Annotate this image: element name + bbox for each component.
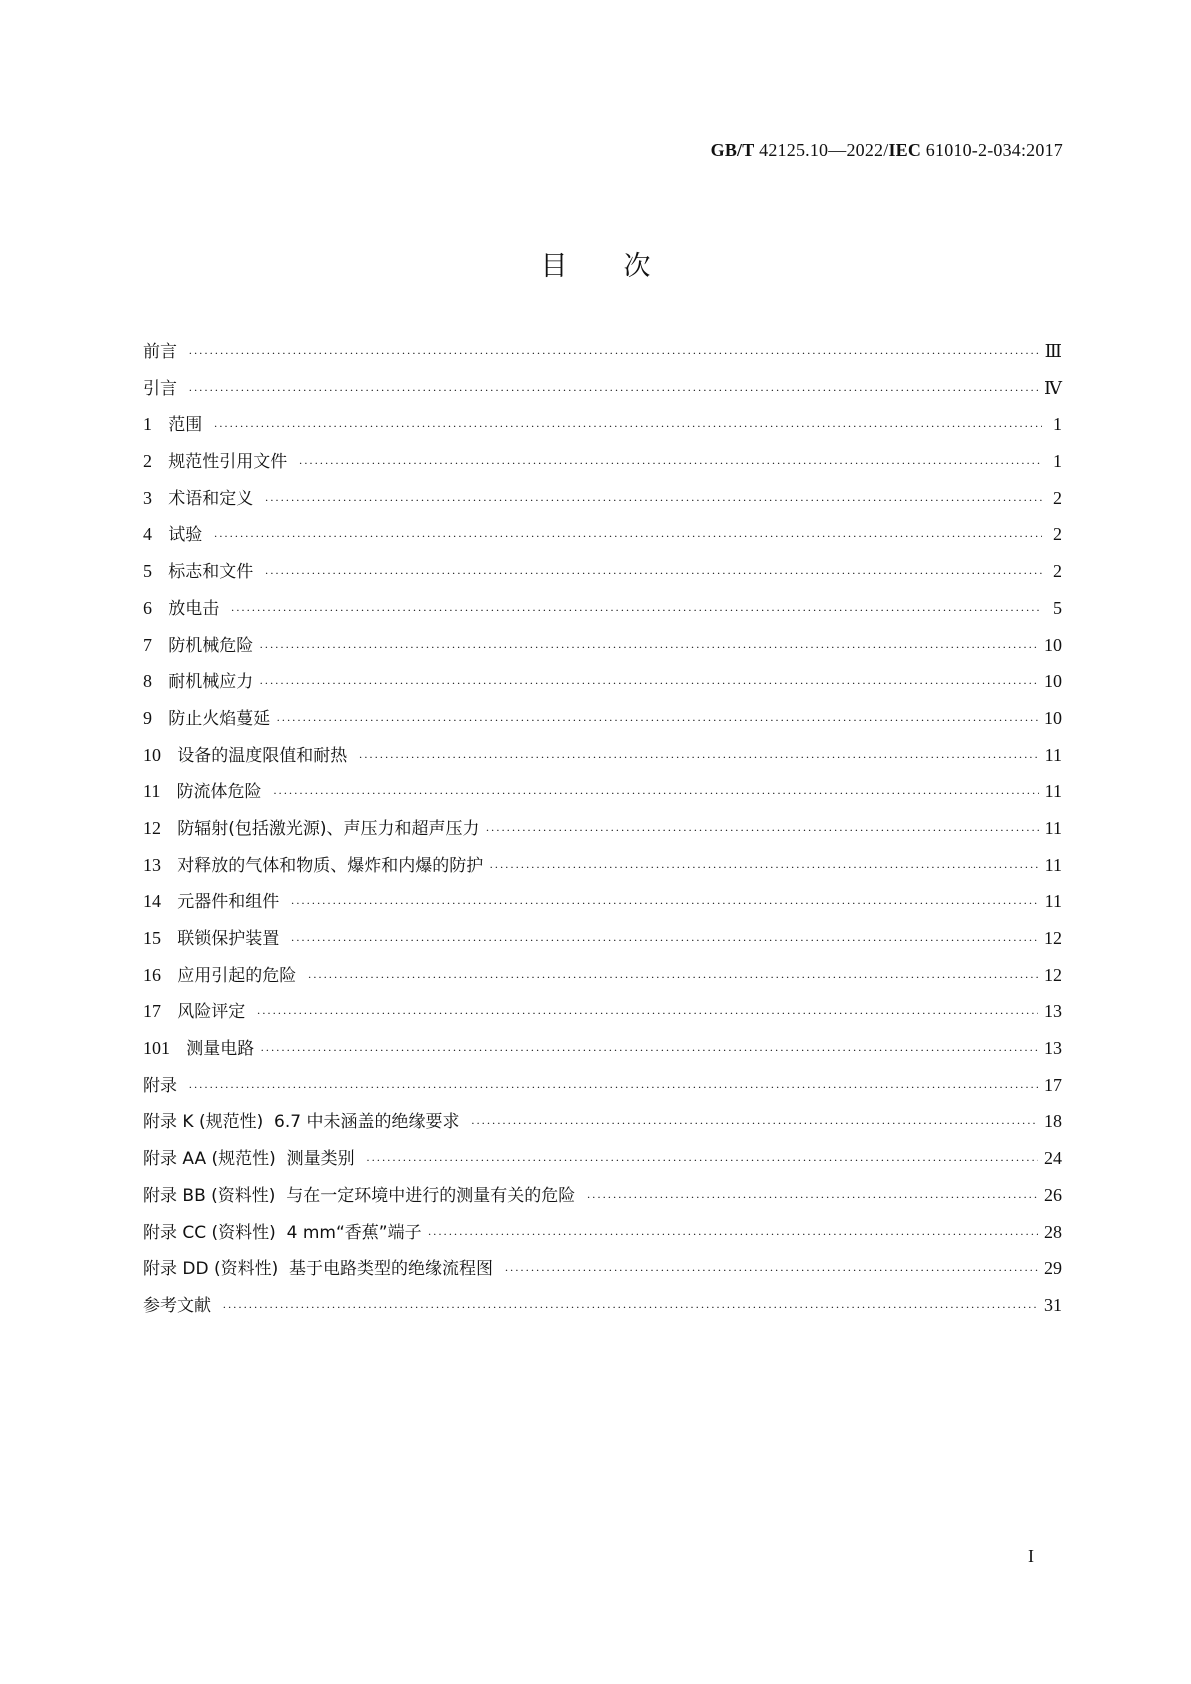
toc-entry[interactable] [143,557,1062,594]
toc-entry[interactable] [143,777,1062,814]
toc-entry-text: 测量电路 [186,1039,255,1060]
toc-entry-number: 11 [143,781,161,802]
dot-leader [587,1190,1038,1205]
toc-entry-number: 1 [143,414,152,435]
dot-leader [214,529,1042,544]
toc-entry-text: 参考文献 [143,1295,217,1316]
toc-entry-number: 101 [143,1038,170,1059]
toc-entry-label [143,1144,360,1169]
toc-entry-text: 联锁保护装置 [177,929,285,949]
dot-leader [359,750,1039,765]
toc-entry-text: 设备的温度限值和耐热 [177,745,353,766]
toc-entry-number: 2 [143,451,152,472]
toc-entry-page: 11 [1044,781,1062,802]
toc-entry-text: 试验 [168,525,208,546]
dot-leader [471,1116,1038,1131]
toc-entry[interactable] [143,704,1062,741]
toc-entry-text: 耐机械应力 [168,672,254,693]
toc-entry-label [143,557,259,582]
toc-entry-label [143,1291,216,1316]
toc-entry-label [143,1181,581,1206]
toc-entry-page: 10 [1044,671,1062,692]
toc-entry-label [143,997,251,1022]
toc-entry-page: 13 [1044,1001,1062,1022]
toc-entry-number: 10 [143,744,161,765]
toc-entry[interactable] [143,851,1062,888]
toc-entry-page: 2 [1053,561,1062,582]
toc-entry-number: 3 [143,487,152,508]
toc-entry[interactable] [143,961,1062,998]
toc-entry-label [143,594,225,619]
toc-entry-text: 附录 AA (规范性) 测量类别 [143,1149,361,1170]
toc-entry-text: 标志和文件 [168,562,259,583]
toc-entry[interactable] [143,484,1062,521]
dot-leader [504,1263,1038,1278]
dot-leader [259,640,1038,655]
dot-leader [276,713,1038,728]
toc-entry-number: 17 [143,1001,161,1022]
toc-entry-label [143,1034,254,1059]
toc-entry-page: 24 [1044,1148,1062,1169]
toc-entry-page: 13 [1044,1038,1062,1059]
toc-entry-number: 13 [143,854,161,875]
toc-entry-number: 5 [143,561,152,582]
toc-entry[interactable] [143,520,1062,557]
toc-entry-text: 引言 [143,378,183,399]
toc-entry-text: 附录 BB (资料性) 与在一定环境中进行的测量有关的危险 [143,1185,581,1206]
toc-entry[interactable] [143,814,1062,851]
dot-leader [366,1153,1038,1168]
standard-number-header [711,140,1063,161]
toc-entry-number: 16 [143,964,161,985]
toc-entry[interactable] [143,1254,1062,1291]
toc-entry-number: 7 [143,634,152,655]
toc-entry-page: Ⅲ [1044,341,1062,361]
standard-prefix: GB/T [710,140,755,160]
toc-entry-page: 11 [1044,891,1062,912]
toc-entry-label [143,447,293,472]
dot-leader [188,346,1038,361]
toc-entry-page: 11 [1044,854,1062,875]
toc-entry-text: 前言 [143,342,183,362]
toc-entry-text: 范围 [168,415,208,436]
toc-entry[interactable] [143,447,1062,484]
toc-entry-label [143,704,270,729]
toc-entry-page: 1 [1053,451,1062,472]
toc-entry-text: 附录 CC (资料性) 4 mm“香蕉”端子 [143,1222,422,1243]
toc-entry-text: 防止火焰蔓延 [168,708,271,729]
toc-entry[interactable] [143,1107,1062,1144]
dot-leader [489,860,1038,875]
dot-leader [265,566,1042,581]
toc-entry-text: 放电击 [168,598,225,619]
toc-entry[interactable] [143,1291,1062,1328]
toc-entry-text: 防流体危险 [176,782,267,803]
dot-leader [265,493,1042,508]
toc-entry[interactable] [143,997,1062,1034]
table-of-contents [143,337,1062,1328]
dot-leader [291,933,1038,948]
toc-entry-label [143,410,208,435]
toc-entry-text: 防辐射(包括激光源)、声压力和超声压力 [177,818,480,839]
dot-leader [257,1006,1038,1021]
toc-entry[interactable] [143,1034,1062,1071]
toc-entry[interactable] [143,924,1062,961]
toc-entry-text: 对释放的气体和物质、爆炸和内爆的防护 [177,855,484,876]
toc-entry[interactable] [143,887,1062,924]
toc-entry-page: 12 [1044,928,1062,948]
dot-leader [222,1300,1038,1315]
toc-entry-number: 15 [143,928,161,948]
toc-entry-number: 9 [143,707,152,728]
toc-entry[interactable] [143,1218,1062,1255]
toc-entry-page: 1 [1053,414,1062,435]
dot-leader [214,419,1042,434]
toc-entry-number: 4 [143,524,152,545]
dot-leader [428,1227,1038,1242]
toc-entry-label [143,1218,422,1243]
toc-entry-label [143,961,302,986]
toc-entry-page: Ⅳ [1044,377,1062,398]
toc-entry-text: 元器件和组件 [177,892,285,913]
toc-entry[interactable] [143,1144,1062,1181]
toc-entry-page: 5 [1053,597,1062,618]
toc-entry-label [143,851,483,876]
dot-leader [308,970,1038,985]
toc-entry[interactable] [143,410,1062,447]
toc-entry-page: 10 [1044,707,1062,728]
toc-entry-number: 6 [143,597,152,618]
dot-leader [273,786,1039,801]
toc-entry-label [143,1071,182,1096]
toc-entry-label [143,741,353,766]
toc-entry-label [143,374,182,399]
toc-entry[interactable] [143,337,1062,374]
toc-entry[interactable] [143,1071,1062,1108]
dot-leader [291,896,1039,911]
toc-entry[interactable] [143,667,1062,704]
page-number: I [1028,1546,1034,1566]
standard-number: 42125.10—2022/ [759,140,889,160]
toc-entry-label [143,924,285,949]
dot-leader [259,676,1038,691]
toc-entry-label [143,887,285,912]
toc-entry[interactable] [143,631,1062,668]
toc-entry-number: 12 [143,817,161,838]
toc-entry-number: 14 [143,891,161,912]
toc-entry-number: 8 [143,671,152,692]
toc-entry-label [143,1107,465,1132]
toc-entry-page: 31 [1044,1294,1062,1315]
toc-entry[interactable] [143,741,1062,778]
toc-entry-page: 10 [1044,634,1062,655]
toc-entry-text: 附录 [143,1075,183,1096]
toc-entry-page: 28 [1044,1221,1062,1242]
toc-entry-label [143,667,253,692]
toc-entry-text: 规范性引用文件 [168,452,293,473]
toc-entry-page: 11 [1044,744,1062,765]
toc-entry-label [143,631,253,656]
toc-entry-label [143,520,208,545]
toc-entry-label [143,814,479,839]
toc-entry[interactable] [143,594,1062,631]
dot-leader [188,383,1038,398]
dot-leader [299,456,1042,471]
page-title: 目次 [540,251,707,282]
toc-entry-page: 18 [1044,1111,1062,1132]
toc-entry-page: 11 [1044,817,1062,838]
toc-entry-text: 术语和定义 [168,488,259,509]
toc-entry-page: 2 [1053,487,1062,508]
dot-leader [260,1043,1038,1058]
toc-entry-label [143,484,259,509]
dot-leader [231,603,1042,618]
toc-entry-page: 26 [1044,1184,1062,1205]
toc-entry-label [143,1254,498,1279]
toc-entry-text: 应用引起的危险 [177,965,302,986]
toc-entry-text: 风险评定 [177,1002,251,1023]
toc-entry[interactable] [143,374,1062,411]
toc-entry-label [143,337,182,362]
toc-entry-label [143,777,267,802]
toc-entry-page: 12 [1044,964,1062,985]
iec-prefix: IEC [888,140,922,160]
toc-entry-text: 附录 DD (资料性) 基于电路类型的绝缘流程图 [143,1259,499,1280]
dot-leader [485,823,1038,838]
toc-entry-page: 2 [1053,524,1062,545]
toc-entry-page: 29 [1044,1258,1062,1279]
toc-entry-text: 防机械危险 [168,635,254,656]
toc-entry-page: 17 [1044,1074,1062,1095]
toc-entry-text: 附录 K (规范性) 6.7 中未涵盖的绝缘要求 [143,1112,465,1133]
iec-number: 61010-2-034:2017 [925,140,1063,160]
toc-entry[interactable] [143,1181,1062,1218]
dot-leader [188,1080,1038,1095]
